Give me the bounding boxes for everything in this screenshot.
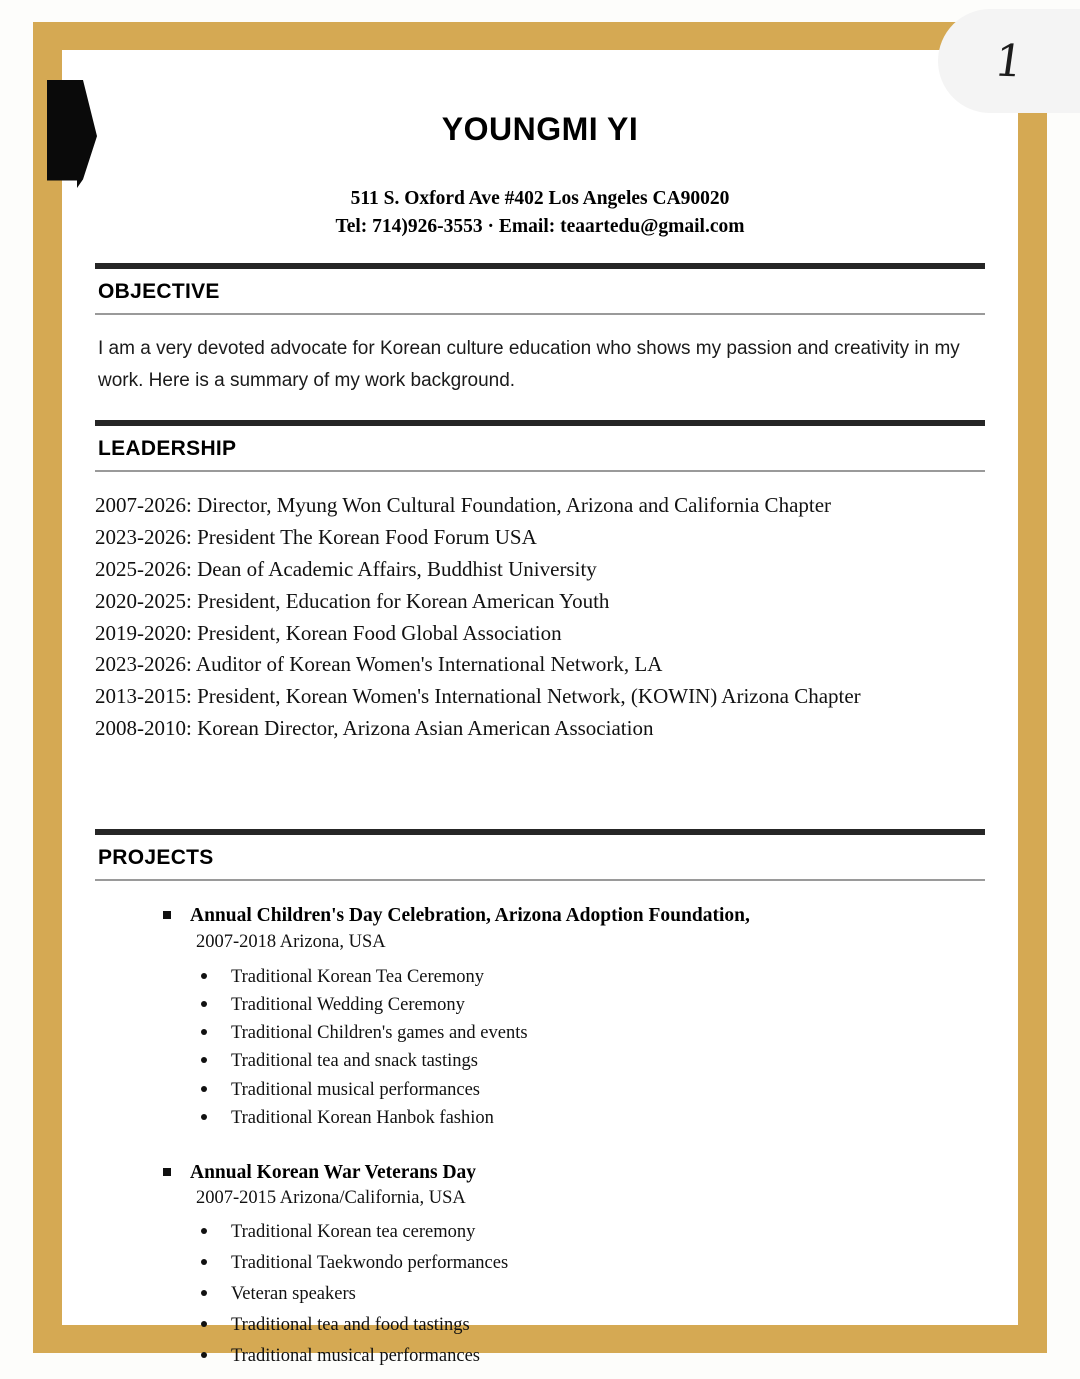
- project-meta: 2007-2018 Arizona, USA: [196, 931, 386, 952]
- contact-block: [95, 185, 985, 240]
- project-bullet-item: [163, 1106, 985, 1130]
- project-bullet-label: Traditional musical performances: [231, 1079, 481, 1100]
- project-bullet-item: [163, 993, 985, 1017]
- page-title: YOUNGMI YI: [441, 111, 639, 147]
- project-title: Annual Korean War Veterans Day: [190, 1161, 477, 1183]
- leadership-entry: 2020-2025: President, Education for Korean American Youth: [95, 588, 610, 613]
- project-title: Annual Children's Day Celebration, Arizona Adoption Foundation,: [190, 905, 750, 927]
- round-bullet-icon: [201, 1086, 207, 1092]
- round-bullet-icon: [201, 1029, 207, 1035]
- section-heading-objective: OBJECTIVE: [98, 279, 220, 303]
- page-number-value: 1: [991, 35, 1027, 87]
- section-divider-projects: [95, 829, 985, 835]
- leadership-entry: 2023-2026: President The Korean Food Forum USA: [95, 524, 537, 549]
- section-divider-objective: [95, 263, 985, 269]
- resume-document: [95, 50, 985, 1375]
- round-bullet-icon: [201, 1228, 207, 1234]
- project-bullet-label: Traditional Children's games and events: [231, 1023, 528, 1044]
- section-heading-projects: PROJECTS: [98, 846, 214, 870]
- section-divider-leadership: [95, 420, 985, 426]
- project-bullet-label: Veteran speakers: [231, 1283, 356, 1304]
- project-meta: 2007-2015 Arizona/California, USA: [196, 1187, 466, 1208]
- round-bullet-icon: [201, 1321, 207, 1327]
- square-bullet-icon: [163, 911, 171, 919]
- project-bullet-item: [163, 1313, 985, 1337]
- round-bullet-icon: [201, 1057, 207, 1063]
- project-bullet-item: [163, 1049, 985, 1073]
- section-spacer: [95, 745, 985, 807]
- contact-address: 511 S. Oxford Ave #402 Los Angeles CA90020: [350, 188, 730, 210]
- section-underline-projects: [95, 879, 985, 881]
- project-bullet-label: Traditional musical performances: [231, 1345, 481, 1366]
- leadership-entry: 2025-2026: Dean of Academic Affairs, Buddhist University: [95, 556, 597, 581]
- project-bullet-item: [163, 1021, 985, 1045]
- leadership-entry: 2023-2026: Auditor of Korean Women's International Network, LA: [95, 652, 663, 677]
- project-bullet-label: Traditional tea and food tastings: [231, 1314, 470, 1335]
- project-bullet-item: [163, 1078, 985, 1102]
- project-bullet-list: [163, 1220, 985, 1368]
- project-bullet-list: [163, 965, 985, 1129]
- project-bullet-item: [163, 1344, 985, 1368]
- round-bullet-icon: [201, 1259, 207, 1265]
- leadership-list: [95, 490, 985, 745]
- round-bullet-icon: [201, 1352, 207, 1358]
- project-bullet-label: Traditional Korean Tea Ceremony: [231, 967, 485, 988]
- leadership-entry: 2019-2020: President, Korean Food Global Association: [95, 620, 562, 645]
- project-title-row: [163, 903, 985, 928]
- section-underline-leadership: [95, 470, 985, 472]
- project-item: [163, 1160, 985, 1368]
- round-bullet-icon: [201, 1114, 207, 1120]
- projects-list: [95, 903, 985, 1368]
- project-bullet-item: [163, 965, 985, 989]
- round-bullet-icon: [201, 1001, 207, 1007]
- section-underline-objective: [95, 313, 985, 315]
- objective-body-text: I am a very devoted advocate for Korean culture education who shows my passion and creativity in my work. Here is a summary of my work background.: [98, 337, 960, 392]
- project-bullet-label: Traditional Korean tea ceremony: [231, 1221, 476, 1242]
- project-bullet-item: [163, 1282, 985, 1306]
- square-bullet-icon: [163, 1168, 171, 1176]
- round-bullet-icon: [201, 1290, 207, 1296]
- project-bullet-item: [163, 1251, 985, 1275]
- contact-phone-email: Tel: 714)926-3553 · Email: teaartedu@gmail.com: [335, 215, 745, 237]
- project-bullet-label: Traditional Taekwondo performances: [231, 1252, 509, 1273]
- project-bullet-label: Traditional tea and snack tastings: [231, 1051, 478, 1072]
- project-bullet-label: Traditional Wedding Ceremony: [231, 995, 465, 1016]
- project-bullet-item: [163, 1220, 985, 1244]
- leadership-entry: 2008-2010: Korean Director, Arizona Asian American Association: [95, 716, 654, 741]
- project-title-row: [163, 1160, 985, 1185]
- project-bullet-label: Traditional Korean Hanbok fashion: [231, 1107, 494, 1128]
- leadership-entry: 2013-2015: President, Korean Women's International Network, (KOWIN) Arizona Chapter: [95, 684, 861, 709]
- section-heading-leadership: LEADERSHIP: [98, 436, 237, 460]
- round-bullet-icon: [201, 973, 207, 979]
- project-item: [163, 903, 985, 1129]
- leadership-entry: 2007-2026: Director, Myung Won Cultural Foundation, Arizona and California Chapter: [95, 492, 832, 517]
